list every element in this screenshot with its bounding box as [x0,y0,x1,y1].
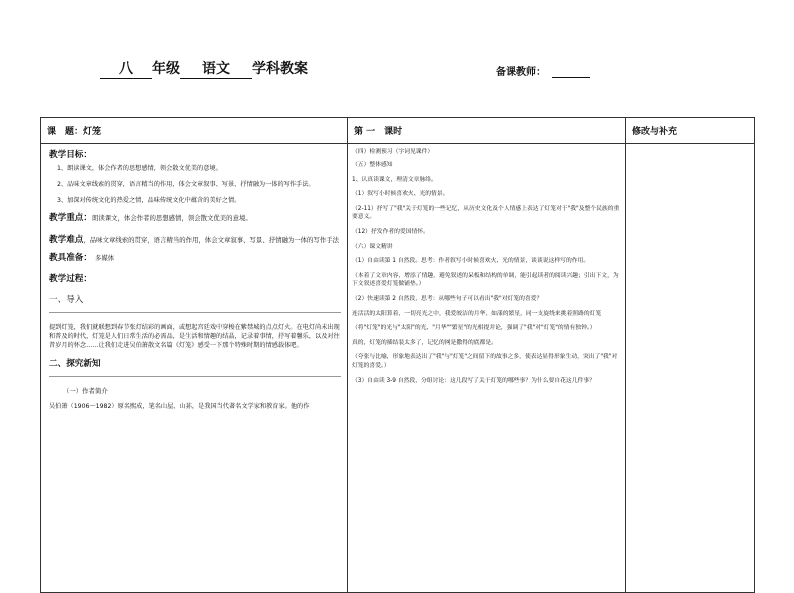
difficulty-point [49,235,341,246]
mid-paragraph: （12）抒发作者的爱国情怀。 [352,229,429,236]
mid-paragraph: 1、认真读课文，理清文章脉络。 [352,176,437,183]
step-intro-heading: 一、导入 [49,295,84,305]
grade-suffix: 年级 [152,61,180,77]
mid-paragraph: （本着了文章内容，增添了情趣，避免叙述的呆板和结构的单调，能引起读者的阅读兴趣；引出下文，为下文叙述喜爱灯笼做铺垫。） [352,272,619,288]
left-column [41,144,348,593]
mid-paragraph: （将"灯笼"的光与"太阳"的光、"月华""繁星"的光相提并论，强调了"我"对"灯笼"的情有独钟。） [352,325,596,332]
goal-item: 2、品味文章线索的贯穿，语言精当的作用，体会文章叙事、写景、抒情融为一体的写作手法。 [57,181,315,188]
mid-paragraph: 连活活的太阳算着，一切亮光之中，我爱皎洁的月华，如漾的繁星，同一支旋绕来挑着照路的灯笼 [352,310,602,317]
goal-item: 1、朗读课文，体会作者的思想感情，领会散文优美的意境。 [57,165,222,172]
mid-paragraph: 真的，灯笼的插结装太多了，记忆的网是撒得的底都是。 [352,339,497,346]
mid-paragraph: （3）自由读 3-9 自然段，分组讨论：这几段写了关于灯笼的哪些事？为什么要自花这几件事？ [352,377,595,384]
mid-paragraph: （夸张与比喻，形象地表达出了"我"与"灯笼"之间留下的故事之多，使表达显得形象生动，突出了"我"对灯笼的喜爱。） [352,354,618,369]
mid-paragraph: （四）检测预习（字词见课件） [352,149,434,155]
prep-label: 教具准备： [49,253,92,263]
teacher-label: 备课教师： [496,67,546,78]
prep [49,254,341,263]
period-cell: 第 一 课时 [348,118,626,144]
subject-value: 语文 [180,60,252,79]
mid-paragraph: （2-11）抒写了"我"关于灯笼的一些记忆，从历史文化及个人情感上表达了灯笼对于"我"及整个民族的重要意义。 [352,205,620,221]
goal-item: 3、加深对传统文化的热爱之情，品味传统文化中蕴含的美好之情。 [57,197,241,204]
grade-value: 八 [100,60,152,79]
difficulty-text: ，品味文章线索的贯穿，语言精当的作用，体会文章叙事、写景、抒情融为一体的写作手法 [83,236,340,244]
goals-label: 教学目标： [49,150,92,160]
revise-header-cell: 修改与补充 [626,118,755,144]
divider-line [49,375,341,377]
process-label: 教学过程： [49,274,92,284]
step-explore-heading: 二、探究新知 [49,359,101,369]
revise-area[interactable] [626,144,754,588]
intro-paragraph: 提到灯笼，我们就联想到春节张灯结彩的画面，或想起宫廷戏中穿梭在紫禁城的点点灯火。在电灯尚未出现和普及的时代，灯笼是人们日常生活的必需品，是生活和情趣的结晶，记录着事情，抒写着馨乐，以及对往昔岁月的怀念……让我们走进吴伯箫散文名篇《灯笼》感受一下那个特殊时期的情感载体吧。 [49,324,340,349]
teacher-field [496,63,590,78]
mid-paragraph: （1）叙写小时候喜欢火、光的情景。 [352,191,449,198]
lesson-title-cell: 课 题：灯笼 [41,118,348,144]
author-paragraph: 吴伯箫（1906～1982）原名熙成，笔名山屋、山荪，是我国当代著名文学家和教育家。他的作 [49,403,310,410]
mid-paragraph: （2）快速读第 2 自然段，思考：从哪些句子可以看出"我"对灯笼的喜爱？ [352,296,543,303]
table-header-row [41,118,755,144]
middle-column [348,144,626,593]
mid-paragraph: （五）整体感知 [352,162,393,169]
revise-column[interactable] [626,144,755,593]
title-suffix: 学科教案 [252,61,308,77]
document-title [100,60,308,79]
prep-text: 多媒体 [94,254,115,262]
key-text: 朗读课文，体会作者的思想感情，领会散文优美的意境。 [91,214,252,222]
difficulty-label: 教学难点 [49,235,84,245]
page-header [0,60,794,84]
divider-line [49,311,341,313]
lesson-plan-table [40,117,755,593]
author-intro-heading: （一）作者简介 [63,387,108,395]
key-point [49,214,341,223]
mid-paragraph: （六）课文精讲 [352,243,393,250]
mid-paragraph: （1）自由读第 1 自然段。思考：作者叙写小时候喜欢火、光的情景，谈谈说这样写的作用。 [352,258,590,265]
teacher-blank [552,65,590,78]
key-label: 教学重点： [49,213,92,223]
table-body-row [41,144,755,593]
